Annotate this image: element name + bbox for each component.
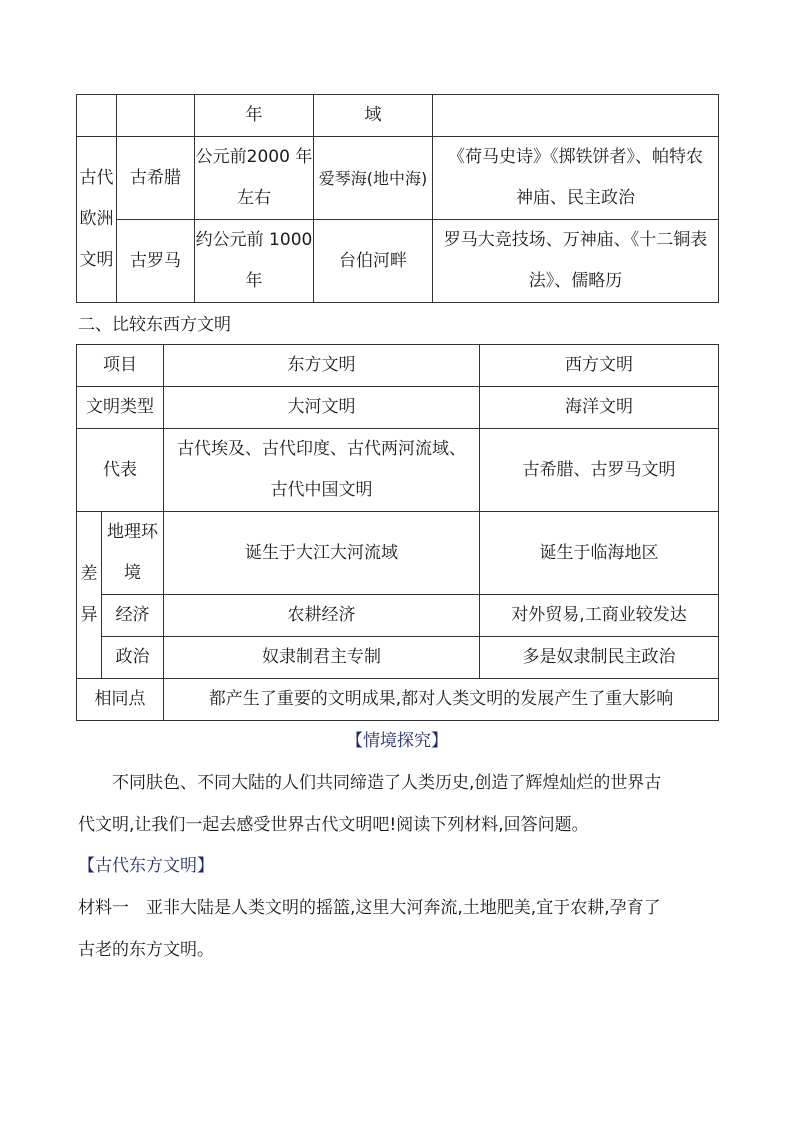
inquiry-title: 【情境探究】 (346, 731, 448, 751)
table-cell (433, 95, 719, 137)
table-row (77, 345, 719, 387)
row-label: 经济 (102, 595, 164, 637)
row-label-line: 地理环 (107, 522, 158, 542)
achievements-line: 《荷马史诗》《掷铁饼者》、帕特农 (448, 147, 703, 167)
difference-label-cell (77, 512, 102, 679)
ancient-europe-table (76, 94, 719, 303)
table-cell: 海洋文明 (480, 387, 719, 429)
intro-line: 代文明,让我们一起去感受世界古代文明吧!阅读下列材料,回答问题。 (78, 815, 589, 835)
table-cell (164, 429, 480, 512)
table-cell: 都产生了重要的文明成果,都对人类文明的发展产生了重大影响 (164, 679, 719, 721)
time-line: 年 (245, 271, 263, 291)
row-label: 代表 (77, 429, 164, 512)
difference-label-line: 差 (80, 564, 98, 584)
row-label: 文明类型 (77, 387, 164, 429)
table-cell: 诞生于临海地区 (480, 512, 719, 595)
table-cell: 奴隶制君主专制 (164, 637, 480, 679)
table-cell: 农耕经济 (164, 595, 480, 637)
material-line: 材料一 亚非大陆是人类文明的摇篮,这里大河奔流,土地肥美,宜于农耕,孕育了 (78, 898, 661, 918)
achievements-line: 法》、儒略历 (528, 271, 623, 291)
region-label-line: 古代 (79, 168, 114, 188)
east-west-comparison-table (76, 344, 719, 721)
table-row (77, 429, 719, 512)
table-cell: 古希腊、古罗马文明 (480, 429, 719, 512)
row-label: 相同点 (77, 679, 164, 721)
table-cell: 年 (195, 95, 314, 137)
header-cell: 东方文明 (164, 345, 480, 387)
table-row (77, 637, 719, 679)
time-line: 左右 (237, 188, 271, 208)
table-row (77, 387, 719, 429)
cell-line: 古代埃及、古代印度、古代两河流域、 (177, 439, 466, 459)
achievements-cell (433, 137, 719, 220)
area-cell: 台伯河畔 (314, 220, 433, 303)
region-label-line: 欧洲 (79, 209, 114, 229)
table-cell: 大河文明 (164, 387, 480, 429)
cell-line: 古代中国文明 (270, 480, 373, 500)
row-label (102, 512, 164, 595)
intro-line: 不同肤色、不同大陆的人们共同缔造了人类历史,创造了辉煌灿烂的世界古 (112, 773, 662, 793)
section-title: 二、比较东西方文明 (78, 315, 231, 335)
achievements-line: 罗马大竞技场、万神庙、《十二铜表 (443, 230, 708, 250)
time-cell (195, 137, 314, 220)
row-label: 政治 (102, 637, 164, 679)
civilization-name: 古希腊 (117, 137, 195, 220)
east-section-title: 【古代东方文明】 (78, 856, 214, 876)
table-row (77, 137, 719, 220)
table-cell: 多是奴隶制民主政治 (480, 637, 719, 679)
table-row (77, 220, 719, 303)
table-cell: 域 (314, 95, 433, 137)
time-line: 公元前2000 年 (195, 147, 313, 167)
region-label-cell (77, 137, 117, 303)
civilization-name: 古罗马 (117, 220, 195, 303)
table-cell (77, 95, 117, 137)
region-label-line: 文明 (79, 250, 114, 270)
area-cell: 爱琴海(地中海) (314, 137, 433, 220)
time-cell (195, 220, 314, 303)
material-line: 古老的东方文明。 (78, 940, 214, 960)
achievements-line: 神庙、民主政治 (516, 188, 635, 208)
table-cell: 诞生于大江大河流域 (164, 512, 480, 595)
header-cell: 项目 (77, 345, 164, 387)
row-label-line: 境 (124, 563, 141, 583)
table-row (77, 679, 719, 721)
achievements-cell (433, 220, 719, 303)
table-row (77, 95, 719, 137)
time-line: 约公元前 1000 (195, 230, 313, 250)
table-cell: 对外贸易,工商业较发达 (480, 595, 719, 637)
table-row (77, 595, 719, 637)
table-row (77, 512, 719, 595)
difference-label-line: 异 (80, 605, 98, 625)
table-cell (117, 95, 195, 137)
header-cell: 西方文明 (480, 345, 719, 387)
